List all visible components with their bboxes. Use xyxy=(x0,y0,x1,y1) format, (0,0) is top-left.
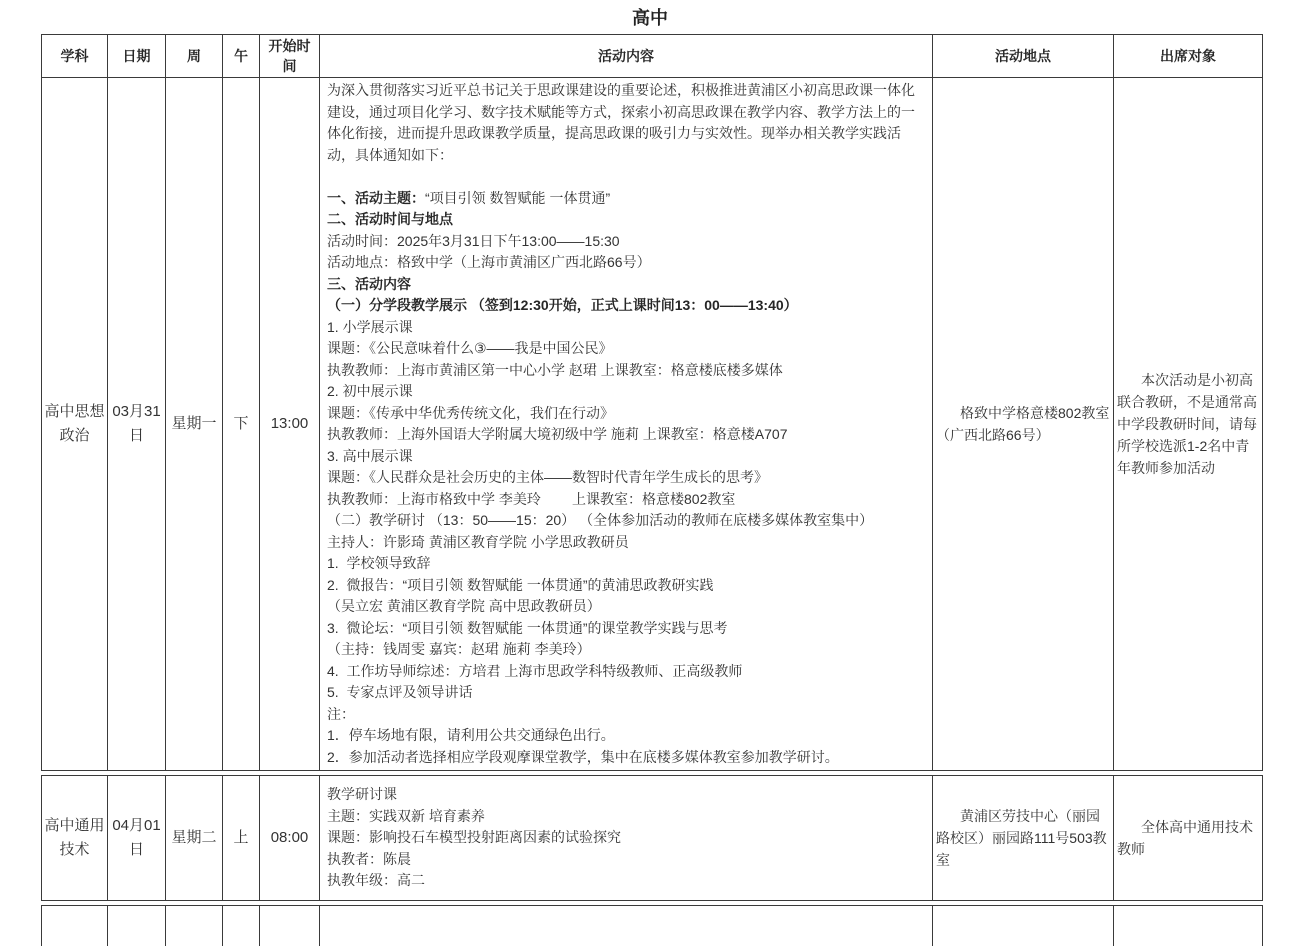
header-content: 活动内容 xyxy=(320,35,933,78)
cell-subject: 高中思想政治 xyxy=(42,78,108,771)
content-line: 2．参加活动者选择相应学段观摩课堂教学，集中在底楼多媒体教室参加教学研讨。 xyxy=(327,748,839,765)
content-line: 执教教师：上海市格致中学 李美玲 上课教室：格意楼802教室 xyxy=(327,490,736,507)
cell-ampm: 上 xyxy=(223,776,260,901)
cell-date: 04月01日 xyxy=(108,776,166,901)
content-line: （二）教学研讨 （13：50——15：20） （全体参加活动的教师在底楼多媒体教室集中） xyxy=(327,512,874,528)
content-line: 1. 学校领导致辞 xyxy=(327,555,431,571)
header-ampm: 午 xyxy=(223,35,260,78)
content-line xyxy=(327,166,925,188)
content-line: （主持：钱周雯 嘉宾：赵珺 施莉 李美玲） xyxy=(327,641,591,657)
cell-ampm: 下 xyxy=(223,78,260,771)
cell-attendees xyxy=(1114,776,1263,901)
content-line: 执教教师：上海市黄浦区第一中心小学 赵珺 上课教室：格意楼底楼多媒体 xyxy=(327,361,783,378)
content-line: 执教教师：上海外国语大学附属大境初级中学 施莉 上课教室：格意楼A707 xyxy=(327,426,788,442)
cell-date: 03月31日 xyxy=(108,78,166,771)
header-attendees: 出席对象 xyxy=(1114,35,1263,78)
content-line: 为深入贯彻落实习近平总书记关于思政课建设的重要论述，积极推进黄浦区小初高思政课一体化建设，通过项目化学习、数字技术赋能等方式，探索小初高思政课在教学内容、教学方法上的一体化衔接，进而提升思政课教学质量，提高思政课的吸引力与实效性。现举办相关教学实践活动，具体通知如下： xyxy=(327,82,915,163)
content-line: 注： xyxy=(327,705,355,722)
schedule-table-next-chunk xyxy=(41,905,1263,946)
content-line: 1. 小学展示课 xyxy=(327,318,413,335)
content-line: 执教年级：高二 xyxy=(327,872,425,889)
cell-start-time: 13:00 xyxy=(260,78,320,771)
content-line: 2. 初中展示课 xyxy=(327,383,413,399)
content-line: 主持人：许影琦 黄浦区教育学院 小学思政教研员 xyxy=(327,533,629,550)
content-line: 活动时间：2025年3月31日下午13:00——15:30 xyxy=(327,232,620,249)
content-line: （一）分学段教学展示 （签到12:30开始，正式上课时间13：00——13:40） xyxy=(327,297,798,313)
table-row-partial xyxy=(42,906,1263,946)
content-line: 一、活动主题：“项目引领 数智赋能 一体贯通” xyxy=(327,189,611,206)
cell-week: 星期二 xyxy=(166,776,223,901)
cell-start-time: 08:00 xyxy=(260,776,320,901)
header-week: 周 xyxy=(166,35,223,78)
content-line: 2. 微报告：“项目引领 数智赋能 一体贯通”的黄浦思政教研实践 xyxy=(327,576,714,593)
page-title: 高中 xyxy=(632,8,668,28)
cell-subject: 高中通用技术 xyxy=(42,776,108,901)
cell-location xyxy=(933,776,1114,901)
content-line: 主题：实践双新 培育素养 xyxy=(327,807,485,824)
table-header-row xyxy=(42,35,1263,78)
cell-week: 星期一 xyxy=(166,78,223,771)
content-line: 课题：《传承中华优秀传统文化，我们在行动》 xyxy=(327,404,614,421)
header-subject: 学科 xyxy=(42,35,108,78)
header-date: 日期 xyxy=(108,35,166,78)
table-row xyxy=(42,78,1263,771)
content-line: 二、活动时间与地点 xyxy=(327,211,453,227)
content-line: 三、活动内容 xyxy=(327,275,411,292)
content-line: 教学研讨课 xyxy=(327,786,397,803)
content-line: 课题：《人民群众是社会历史的主体——数智时代青年学生成长的思考》 xyxy=(327,469,768,485)
content-line: 执教者：陈晨 xyxy=(327,850,411,867)
content-line: （吴立宏 黄浦区教育学院 高中思政教研员） xyxy=(327,598,601,614)
cell-activity-content xyxy=(320,78,933,771)
content-line: 课题：《公民意味着什么③——我是中国公民》 xyxy=(327,340,613,356)
schedule-table-row2-chunk xyxy=(41,775,1263,901)
content-line: 5. 专家点评及领导讲话 xyxy=(327,684,473,700)
content-line: 课题：影响投石车模型投射距离因素的试验探究 xyxy=(327,829,621,846)
table-row xyxy=(42,776,1263,901)
location-text: 黄浦区劳技中心（丽园路校区）丽园路111号503教室 xyxy=(936,808,1107,868)
cell-attendees xyxy=(1114,78,1263,771)
header-start-time: 开始时间 xyxy=(260,35,320,78)
cell-activity-content xyxy=(320,776,933,901)
header-location: 活动地点 xyxy=(933,35,1114,78)
schedule-table-header-chunk xyxy=(41,34,1263,771)
content-line: 3. 微论坛：“项目引领 数智赋能 一体贯通”的课堂教学实践与思考 xyxy=(327,619,728,636)
location-text: 格致中学格意楼802教室（广西北路66号） xyxy=(936,405,1110,443)
content-line: 4. 工作坊导师综述：方培君 上海市思政学科特级教师、正高级教师 xyxy=(327,662,743,679)
attendees-text: 本次活动是小初高联合教研，不是通常高中学段教研时间，请每所学校选派1-2名中青年教师参加活动 xyxy=(1117,372,1257,476)
content-line: 活动地点：格致中学（上海市黄浦区广西北路66号） xyxy=(327,254,651,270)
attendees-text: 全体高中通用技术教师 xyxy=(1117,819,1253,857)
content-line: 1．停车场地有限，请利用公共交通绿色出行。 xyxy=(327,727,615,743)
content-line: 3. 高中展示课 xyxy=(327,447,413,464)
cell-location xyxy=(933,78,1114,771)
